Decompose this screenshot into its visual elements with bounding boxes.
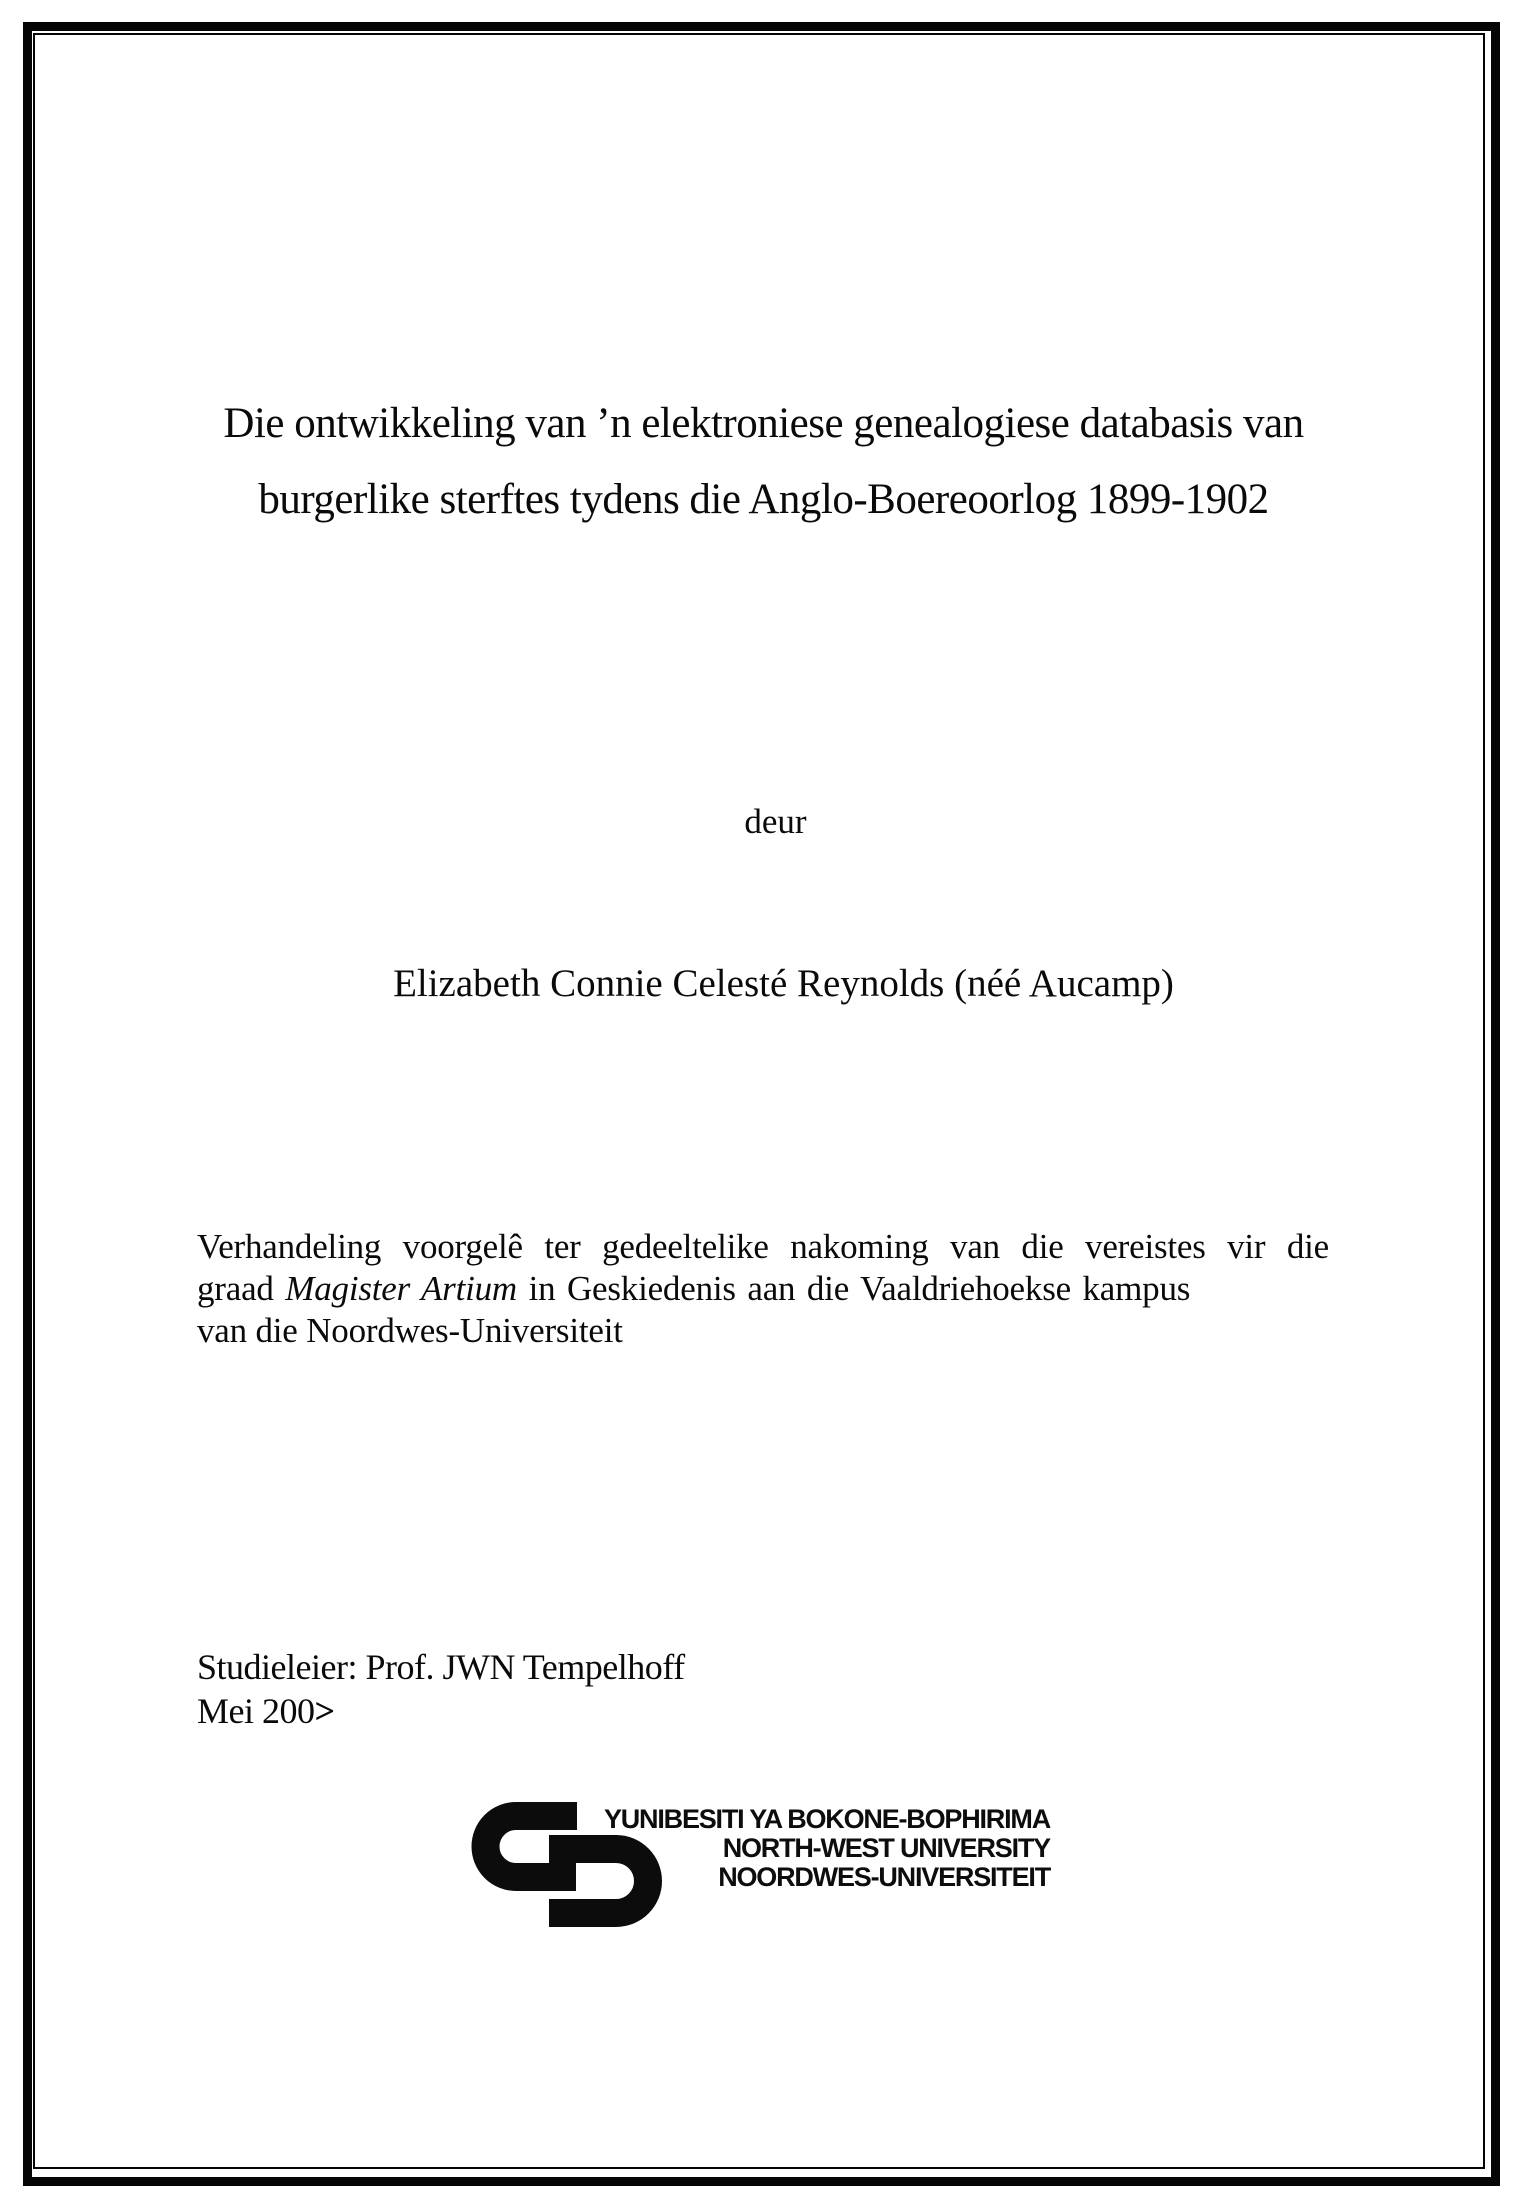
nwu-logo-text-line-1: YUNIBESITI YA BOKONE-BOPHIRIMA xyxy=(603,1804,1050,1834)
supervisor-block xyxy=(197,1647,685,1731)
thesis-title-line-2: burgerlike sterftes tydens die Anglo-Boereoorlog 1899-1902 xyxy=(258,476,1269,523)
date-line xyxy=(197,1691,685,1731)
thesis-title xyxy=(0,386,1527,538)
supervisor-line: Studieleier: Prof. JWN Tempelhoff xyxy=(197,1647,685,1687)
degree-statement-line-1: Verhandeling voorgelê ter gedeeltelike nakoming van die vereistes vir die xyxy=(197,1227,1329,1266)
thesis-title-line-1: Die ontwikkeling van ’n elektroniese genealogiese databasis van xyxy=(223,400,1304,447)
byline: deur xyxy=(744,802,807,841)
nwu-logo-text-line-3: NOORDWES-UNIVERSITEIT xyxy=(718,1862,1050,1892)
author-name: Elizabeth Connie Celesté Reynolds (néé Aucamp) xyxy=(393,962,1174,1005)
degree-statement-line-2-post: in Geskiedenis aan die Vaaldriehoekse kampus xyxy=(517,1269,1191,1308)
degree-statement-line-2-pre: graad xyxy=(197,1269,286,1308)
date-prefix: Mei 200 xyxy=(197,1691,315,1731)
degree-statement-line-2 xyxy=(197,1268,1329,1310)
degree-statement xyxy=(197,1226,1329,1352)
date-seven-glyph: > xyxy=(314,1691,335,1731)
nwu-logo-text xyxy=(588,1805,1050,1892)
degree-statement-line-3: van die Noordwes-Universiteit xyxy=(197,1311,623,1350)
nwu-logo-text-line-2: NORTH-WEST UNIVERSITY xyxy=(722,1833,1050,1863)
degree-name-italic: Magister Artium xyxy=(285,1269,518,1308)
